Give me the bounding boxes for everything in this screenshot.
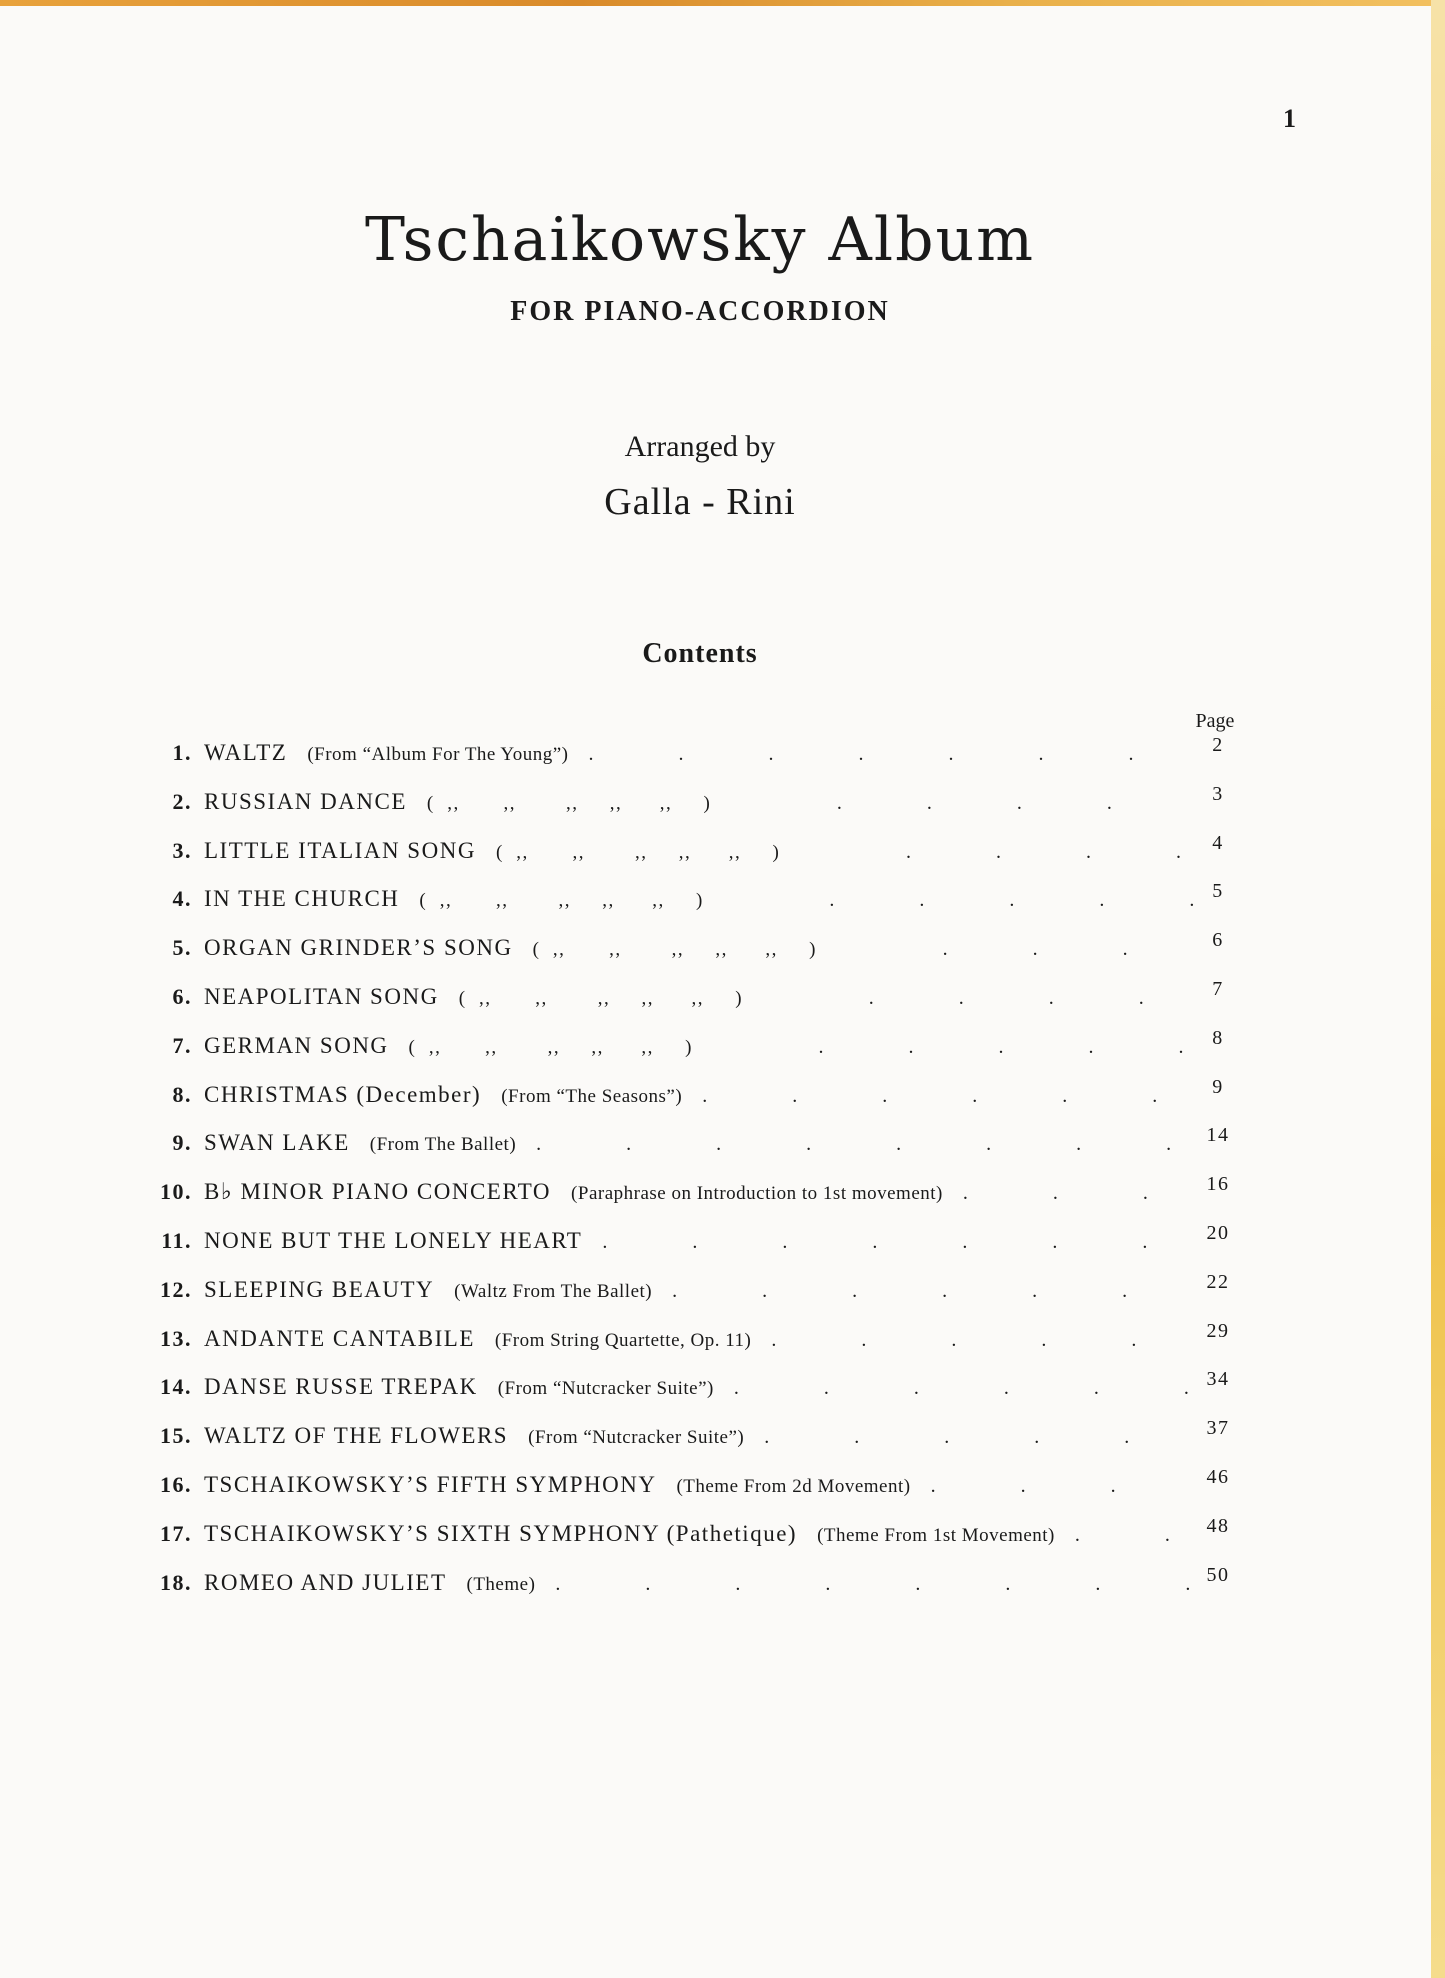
toc-item-ditto: ( ,, ,, ,, ,, ,, ) — [495, 841, 781, 863]
toc-item-title: IN THE CHURCH — [204, 886, 400, 912]
table-of-contents — [148, 734, 1248, 1618]
toc-row — [148, 1514, 1248, 1570]
toc-item-note: (Theme) — [466, 1573, 536, 1595]
toc-item-number: 2. — [172, 788, 192, 814]
toc-item-title: GERMAN SONG — [204, 1032, 389, 1058]
toc-leader-dots — [771, 1329, 1198, 1352]
toc-row — [148, 1417, 1248, 1472]
toc-item-title: NONE BUT THE LONELY HEART — [204, 1227, 583, 1253]
toc-row — [148, 1124, 1248, 1179]
paper-right-edge — [1431, 0, 1445, 1978]
toc-row — [148, 734, 1248, 789]
toc-item-title: WALTZ OF THE FLOWERS — [204, 1423, 509, 1449]
toc-item-number: 9. — [172, 1130, 192, 1156]
toc-leader-dots — [589, 743, 1199, 766]
toc-leader-dots — [536, 1133, 1198, 1156]
toc-item-page: 4 — [1212, 831, 1224, 854]
toc-item-ditto: ( ,, ,, ,, ,, ,, ) — [419, 890, 704, 912]
toc-item-note: (From “Album For The Young”) — [307, 744, 569, 765]
toc-item-page: 46 — [1206, 1465, 1230, 1488]
toc-item-page: 29 — [1206, 1319, 1230, 1342]
toc-leader-dots — [819, 1036, 1198, 1059]
toc-leader-dots — [602, 1231, 1198, 1254]
toc-item-title: ORGAN GRINDER’S SONG — [204, 935, 513, 961]
toc-row — [148, 782, 1248, 838]
toc-row — [148, 977, 1248, 1033]
toc-leader-dots — [963, 1182, 1198, 1205]
toc-leader-dots — [837, 792, 1198, 815]
toc-item-number: 4. — [172, 886, 192, 912]
toc-item-number: 8. — [172, 1081, 192, 1107]
arranged-by-label: Arranged by — [624, 430, 776, 463]
toc-row — [148, 1368, 1248, 1423]
toc-item-number: 18. — [160, 1569, 192, 1595]
toc-leader-dots — [702, 1085, 1198, 1108]
toc-item-number: 1. — [172, 740, 192, 765]
toc-item-title: WALTZ — [204, 740, 288, 765]
toc-item-ditto: ( ,, ,, ,, ,, ,, ) — [532, 939, 817, 961]
toc-item-number: 13. — [160, 1325, 192, 1351]
toc-item-title: TSCHAIKOWSKY’S SIXTH SYMPHONY (Pathetique) — [204, 1520, 798, 1546]
toc-item-page: 9 — [1212, 1075, 1224, 1098]
toc-item-page: 14 — [1206, 1124, 1230, 1147]
arranger-name: Galla - Rini — [604, 481, 796, 523]
toc-row — [148, 1173, 1248, 1228]
toc-item-page: 8 — [1212, 1026, 1224, 1049]
toc-leader-dots — [829, 889, 1198, 912]
toc-item-page: 7 — [1212, 977, 1224, 1000]
toc-item-title: LITTLE ITALIAN SONG — [204, 837, 476, 863]
toc-item-page: 3 — [1212, 782, 1224, 805]
toc-item-note: (Paraphrase on Introduction to 1st movement) — [571, 1183, 943, 1205]
toc-item-number: 17. — [160, 1520, 192, 1546]
toc-leader-dots — [1075, 1524, 1198, 1547]
toc-item-page: 34 — [1206, 1368, 1230, 1391]
toc-leader-dots — [869, 987, 1198, 1010]
toc-item-title: SWAN LAKE — [204, 1130, 350, 1156]
toc-item-number: 11. — [161, 1227, 192, 1253]
toc-leader-dots — [734, 1377, 1198, 1400]
album-title: Tschaikowsky Album — [364, 205, 1036, 275]
toc-item-page: 22 — [1206, 1270, 1230, 1293]
toc-row — [148, 1319, 1248, 1375]
toc-row — [148, 831, 1248, 887]
toc-row — [148, 1026, 1248, 1082]
toc-item-title: DANSE RUSSE TREPAK — [204, 1374, 478, 1400]
toc-item-page: 48 — [1206, 1514, 1230, 1537]
toc-leader-dots — [672, 1280, 1198, 1303]
toc-item-number: 14. — [160, 1374, 192, 1400]
toc-leader-dots — [931, 1475, 1198, 1498]
toc-leader-dots — [906, 841, 1198, 864]
toc-item-title: ROMEO AND JULIET — [204, 1569, 447, 1595]
toc-item-number: 16. — [160, 1471, 192, 1497]
toc-item-note: (Theme From 1st Movement) — [817, 1524, 1055, 1546]
toc-item-title: RUSSIAN DANCE — [204, 788, 407, 814]
toc-item-ditto: ( ,, ,, ,, ,, ,, ) — [426, 792, 712, 814]
toc-item-number: 3. — [172, 837, 192, 863]
toc-leader-dots — [764, 1426, 1198, 1449]
toc-item-number: 7. — [172, 1032, 192, 1058]
toc-item-page: 37 — [1206, 1417, 1230, 1440]
toc-item-note: (From The Ballet) — [369, 1134, 517, 1156]
toc-row — [148, 929, 1248, 984]
toc-item-number: 6. — [172, 983, 192, 1009]
toc-row — [148, 1563, 1248, 1619]
toc-row — [148, 1221, 1248, 1277]
toc-item-number: 5. — [172, 935, 192, 961]
page-number: 1 — [1283, 104, 1296, 133]
toc-item-page: 2 — [1212, 734, 1224, 756]
toc-item-ditto: ( ,, ,, ,, ,, ,, ) — [458, 987, 744, 1009]
toc-leader-dots — [943, 938, 1198, 961]
toc-item-title: SLEEPING BEAUTY — [204, 1276, 435, 1302]
toc-row — [148, 1465, 1248, 1521]
toc-item-page: 6 — [1212, 929, 1224, 952]
page-column-header: Page — [1195, 710, 1235, 732]
toc-row — [148, 1270, 1248, 1326]
toc-leader-dots — [555, 1573, 1198, 1596]
toc-item-number: 10. — [160, 1179, 192, 1205]
toc-row — [148, 1075, 1248, 1131]
toc-item-note: (From “Nutcracker Suite”) — [528, 1427, 745, 1449]
toc-item-title: CHRISTMAS (December) — [204, 1081, 482, 1107]
toc-item-title: ANDANTE CANTABILE — [204, 1325, 475, 1351]
toc-item-title: TSCHAIKOWSKY’S FIFTH SYMPHONY — [204, 1471, 657, 1497]
toc-item-title: NEAPOLITAN SONG — [204, 983, 439, 1009]
toc-item-page: 5 — [1212, 880, 1224, 903]
toc-item-note: (From String Quartette, Op. 11) — [494, 1329, 752, 1351]
paper-top-edge — [0, 0, 1445, 6]
toc-item-note: (From “Nutcracker Suite”) — [497, 1378, 714, 1400]
album-subtitle: FOR PIANO-ACCORDION — [510, 296, 890, 327]
toc-item-note: (From “The Seasons”) — [501, 1085, 683, 1107]
toc-item-page: 16 — [1206, 1173, 1230, 1196]
toc-item-page: 20 — [1206, 1221, 1230, 1244]
toc-item-page: 50 — [1206, 1563, 1230, 1586]
toc-item-number: 15. — [160, 1423, 192, 1449]
toc-item-ditto: ( ,, ,, ,, ,, ,, ) — [408, 1036, 693, 1058]
toc-item-number: 12. — [160, 1276, 192, 1302]
toc-item-note: (Theme From 2d Movement) — [676, 1475, 911, 1497]
contents-heading: Contents — [642, 638, 758, 669]
toc-item-note: (Waltz From The Ballet) — [454, 1280, 653, 1302]
toc-row — [148, 880, 1248, 935]
toc-item-title: B♭ MINOR PIANO CONCERTO — [204, 1179, 552, 1205]
